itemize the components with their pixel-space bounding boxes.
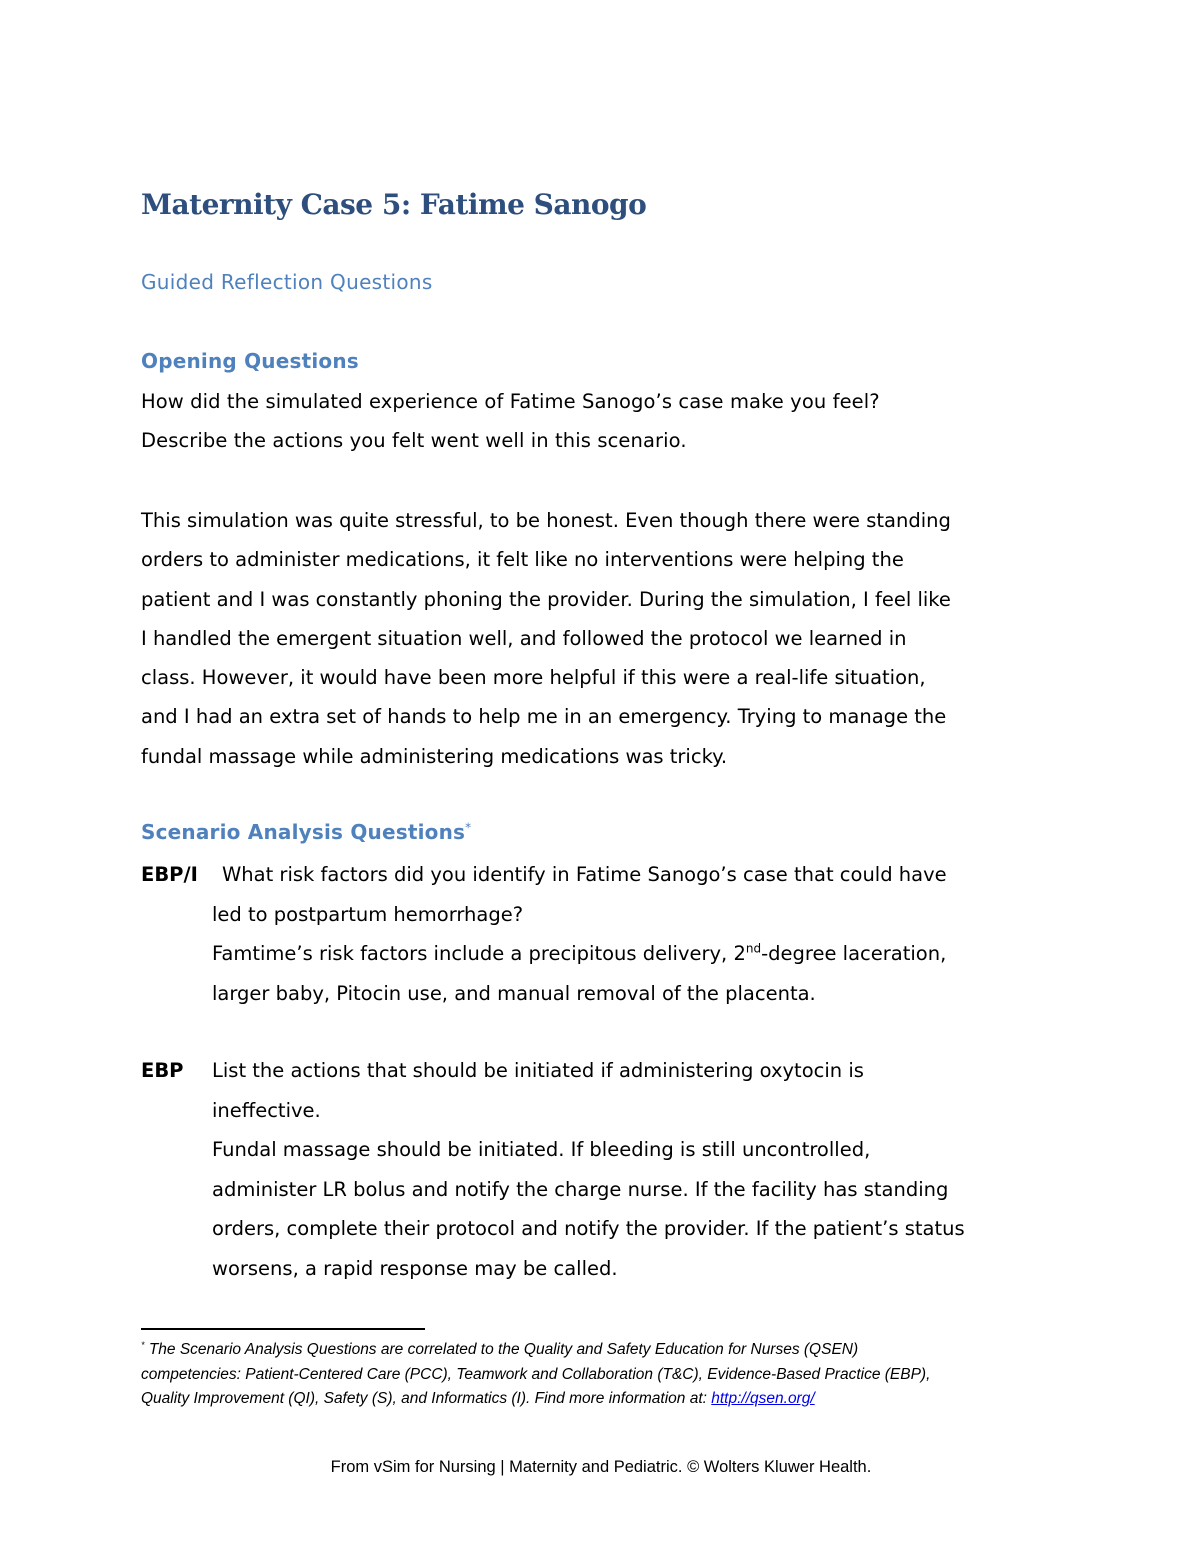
- answer-text: Famtime’s risk factors include a precipitous delivery, 2: [212, 942, 746, 965]
- page-footer: From vSim for Nursing | Maternity and Pediatric. © Wolters Kluwer Health.: [330, 1458, 872, 1476]
- qsen-tag: EBP: [141, 1059, 184, 1082]
- scenario-question-ebp-i: [141, 855, 1061, 1013]
- opening-question-2: Describe the actions you felt went well in this scenario.: [141, 429, 687, 452]
- footnote-reference[interactable]: *: [465, 820, 472, 835]
- question-line: List the actions that should be initiated if administering oxytocin is: [212, 1059, 864, 1082]
- answer-line: fundal massage while administering medications was tricky.: [141, 744, 728, 768]
- scenario-heading-text: Scenario Analysis Questions: [141, 820, 466, 844]
- footnote-line: competencies: Patient-Centered Care (PCC), Teamwork and Collaboration (T&C), Evidence-Based Practice (EBP),: [141, 1365, 931, 1383]
- answer-line: [141, 934, 1061, 974]
- qsen-link[interactable]: http://qsen.org/: [711, 1390, 815, 1407]
- answer-line: Fundal massage should be initiated. If bleeding is still uncontrolled,: [212, 1138, 871, 1161]
- footnote-text: The Scenario Analysis Questions are correlated to the Quality and Safety Education for Nurses (QSEN): [148, 1341, 859, 1358]
- scenario-analysis-heading: [141, 820, 471, 844]
- footnote-marker: *: [141, 1339, 145, 1350]
- question-line: ineffective.: [212, 1098, 321, 1122]
- footnote-separator: [141, 1328, 425, 1330]
- footnote: [141, 1338, 1061, 1412]
- answer-line: orders to administer medications, it felt like no interventions were helping the: [141, 548, 904, 572]
- answer-line: larger baby, Pitocin use, and manual removal of the placenta.: [212, 981, 816, 1005]
- document-title: Maternity Case 5: Fatime Sanogo: [141, 188, 647, 221]
- question-line: led to postpartum hemorrhage?: [212, 902, 524, 926]
- answer-line: class. However, it would have been more helpful if this were a real-life situation,: [141, 666, 926, 690]
- answer-line: orders, complete their protocol and notify the provider. If the patient’s status: [212, 1217, 965, 1240]
- footnote-line: [141, 1338, 1061, 1363]
- document-subtitle: Guided Reflection Questions: [141, 270, 433, 294]
- answer-line: patient and I was constantly phoning the provider. During the simulation, I feel like: [141, 587, 951, 611]
- ordinal-superscript: nd: [745, 941, 762, 956]
- answer-line: and I had an extra set of hands to help me in an emergency. Trying to manage the: [141, 705, 947, 729]
- answer-line: This simulation was quite stressful, to be honest. Even though there were standing: [141, 509, 951, 532]
- footnote-text: Quality Improvement (QI), Safety (S), and Informatics (I). Find more information at:: [141, 1390, 712, 1407]
- answer-line: administer LR bolus and notify the charge nurse. If the facility has standing: [212, 1177, 949, 1201]
- answer-line: worsens, a rapid response may be called.: [212, 1256, 618, 1280]
- qsen-tag: EBP/I: [141, 863, 198, 886]
- answer-line: I handled the emergent situation well, and followed the protocol we learned in: [141, 626, 907, 650]
- footnote-line: [141, 1387, 1061, 1412]
- opening-answer: [141, 501, 1061, 776]
- opening-question-1: How did the simulated experience of Fatime Sanogo’s case make you feel?: [141, 390, 880, 413]
- document-page: [141, 0, 1061, 1553]
- opening-questions-heading: Opening Questions: [141, 349, 359, 373]
- scenario-question-ebp: [141, 1051, 1061, 1288]
- answer-text: -degree laceration,: [761, 942, 947, 965]
- question-line: What risk factors did you identify in Fatime Sanogo’s case that could have: [222, 863, 947, 886]
